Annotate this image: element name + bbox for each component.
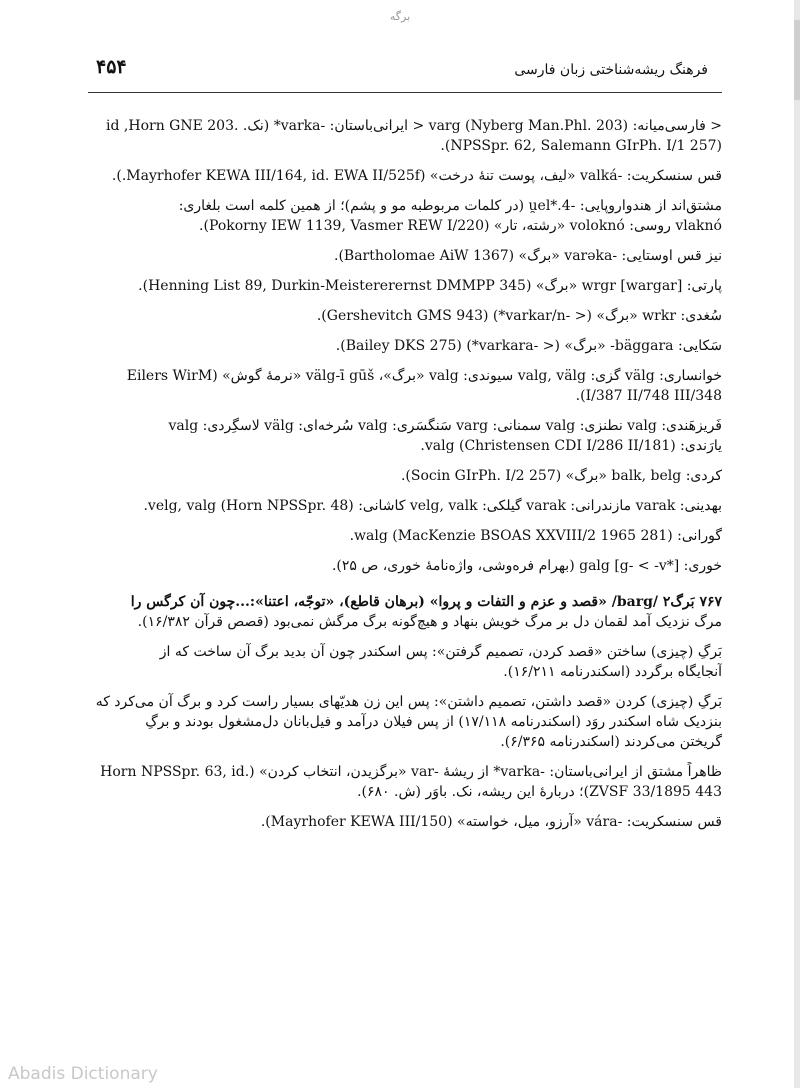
header-rule — [88, 92, 722, 93]
scrollbar-thumb[interactable] — [794, 20, 800, 100]
text-line: نیز قس اوستایی: -varəka «برگ» (Bartholomae AiW 1367). — [334, 248, 722, 264]
text-line: آنجایگاه برگردد (اسکندرنامه ۱۶/۲۱۱). — [503, 664, 722, 680]
entry-headline: ۷۶۷ بَرگ۲ /barg/ «قصد و عزم و التفات و پروا» (برهان قاطع)، «توجّه، اعتنا»:...چون آن کرگس را — [130, 594, 722, 610]
text-line: خوانساری: välg گزی: valg, välg سیوندی: valg «برگ»، välg-ī gūš «نرمهٔ گوش» (Eilers WirM — [126, 368, 722, 384]
text-line: ZVSF 33/1895 443)؛ دربارهٔ این ریشه، نک. باوَر (ش. ۶۸۰). — [357, 784, 722, 800]
page-number: ۴۵۴ — [96, 56, 127, 78]
text-line: قس سنسکریت: -vára «آرزو، میل، خواسته» (Mayrhofer KEWA III/150). — [260, 814, 722, 830]
text-line: بهدینی: varak مازندرانی: varak گیلکی: velg, valk کاشانی: velg, valg (Horn NPSSpr. 48). — [143, 498, 722, 514]
text-line: I/387 II/748 III/348). — [575, 388, 722, 404]
text-line: vlaknó روسی: voloknó «رشته، تار» (Pokorny IEW 1139, Vasmer REW I/220). — [199, 218, 722, 234]
text-line: بَرگِ (چیزی) ساختن «قصد کردن، تصمیم گرفتن»: پس اسکندر چون آن بدید برگ آن ساخت که از — [159, 644, 722, 660]
text-line: بنزدیک شاه اسکندر روَد (اسکندرنامه ۱۷/۱۱۸) از پس فیلان درآمد و فیل‌بانان دل‌مشغول بودند و برگِ — [145, 714, 722, 730]
text-line: مشتق‌اند از هندواروپایی: -u̯el*.4 (در کلمات مربوطبه مو و پشم)؛ از همین کلمه است بلغاری: — [178, 198, 722, 214]
text-line: قس سنسکریت: -valká «لیف، پوست تنهٔ درخت» (Mayrhofer KEWA III/164, id. EWA II/525f.). — [111, 168, 722, 184]
text-line: یارَندی: valg (Christensen CDI I/286 II/181). — [420, 438, 722, 454]
scrollbar-track[interactable] — [794, 0, 800, 1088]
text-line: گورانی: walg (MacKenzie BSOAS XXVIII/2 1965 281). — [349, 528, 722, 544]
top-word: برگه — [389, 10, 411, 23]
entry-content — [88, 116, 722, 842]
text-line: سَکایی: bäggara- «برگ» (< -varkara*) (Bailey DKS 275). — [335, 338, 722, 354]
text-line: گریختن می‌کردند (اسکندرنامه ۶/۳۶۵). — [500, 734, 722, 750]
text-line: مرگ نزدیک آمد لقمان دل بر مرگ خویش بنهاد و هیچ‌گونه برگ مرگش نمی‌بود (قصص قرآن ۱۶/۳۸۲). — [137, 614, 722, 630]
text-line: سُغدی: wrkr «برگ» (< -varkar/n*) (Gershevitch GMS 943). — [316, 308, 722, 324]
text-line: پارتی: wrgr [wargar] «برگ» (Henning List 89, Durkin-Meistererernst DMMPP 345). — [138, 278, 722, 294]
running-title: فرهنگ ریشه‌شناختی زبان فارسی — [514, 62, 708, 78]
text-line: بَرگِ (چیزی) کردن «قصد داشتن، تصمیم داشتن»: پس این زن هدیّهای بسیار راست کرد و برگ آن می‌کرد که — [95, 694, 722, 710]
text-line: فَریزهَندی: valg نطنزی: valg سمنانی: varg سَنگسَری: valg سُرخه‌ای: välg لاسگِردی: valg — [168, 418, 722, 434]
text-line: کردی: balk, belg «برگ» (Socin GIrPh. I/2 257). — [400, 468, 722, 484]
text-line: ظاهراً مشتق از ایرانی‌باستان: -varka* از ریشهٔ -var «برگزیدن، انتخاب کردن» (.Horn NPSSpr. 63, id — [100, 764, 722, 780]
text-line: < فارسی‌میانه: varg (Nyberg Man.Phl. 203) < ایرانی‌باستان: -varka* (نک. .id ,Horn GNE 203 — [106, 118, 722, 134]
text-line: (NPSSpr. 62, Salemann GIrPh. I/1 257). — [440, 138, 722, 154]
watermark: Abadis Dictionary — [8, 1064, 158, 1084]
text-line: خوری: galg [g- < -v*] (بهرام فره‌وشی، واژه‌نامهٔ خوری، ص ۲۵). — [331, 558, 722, 574]
